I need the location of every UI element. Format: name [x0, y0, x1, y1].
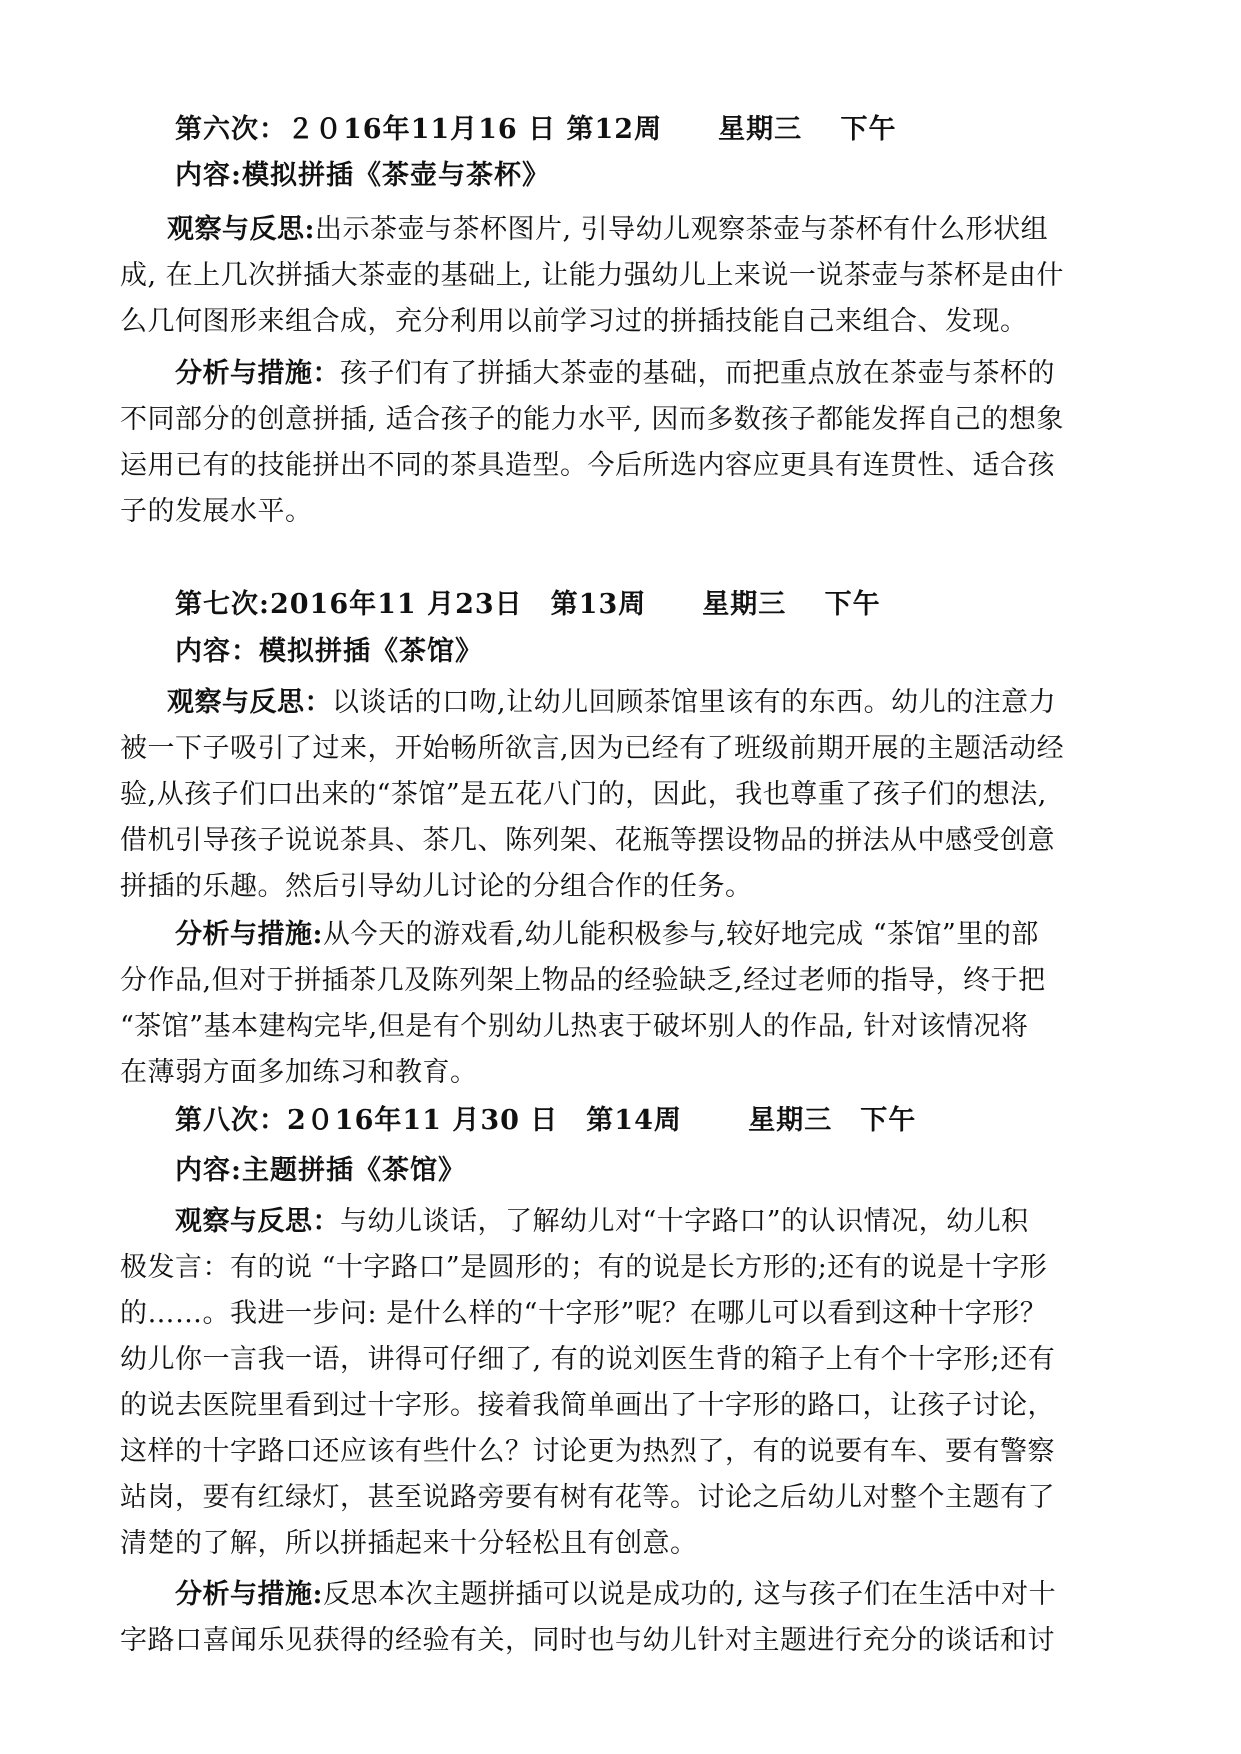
section8-observe-line-1: 与幼儿谈话，了解幼儿对“十字路口”的认识情况，幼儿积 — [340, 1206, 1029, 1237]
section6-title: 第六次：２０16年11月16 日 第12周 星期三 下午 — [175, 114, 897, 145]
section6-observe-line-2: 成, 在上几次拼插大茶壶的基础上, 让能力强幼儿上来说一说茶壶与茶杯是由什 — [120, 260, 1064, 291]
section7-content: 内容：模拟拼插《茶馆》 — [175, 636, 483, 667]
section7-observe-line-2: 被一下子吸引了过来，开始畅所欲言,因为已经有了班级前期开展的主题活动经 — [120, 733, 1065, 764]
section6-analysis-label: 分析与措施： — [175, 358, 340, 389]
section7-observe — [167, 685, 1056, 721]
section8-analysis-line-1: 反思本次主题拼插可以说是成功的, 这与孩子们在生活中对十 — [322, 1579, 1057, 1610]
section8-title: 第八次：2０16年11 月30 日 第14周 星期三 下午 — [175, 1105, 917, 1136]
section7-analysis-label: 分析与措施: — [175, 919, 323, 950]
section8-analysis — [175, 1577, 1056, 1613]
section8-observe-line-2: 极发言：有的说 “十字路口”是圆形的；有的说是长方形的;还有的说是十字形 — [120, 1252, 1048, 1283]
section7-observe-line-3: 验,从孩子们口出来的“茶馆”是五花八门的，因此，我也尊重了孩子们的想法, — [120, 779, 1047, 810]
section8-observe-line-4: 幼儿你一言我一语，讲得可仔细了, 有的说刘医生背的箱子上有个十字形;还有 — [120, 1344, 1056, 1375]
section6-observe-label: 观察与反思: — [167, 214, 315, 245]
section7-analysis-line-2: 分作品,但对于拼插茶几及陈列架上物品的经验缺乏,经过老师的指导，终于把 — [120, 965, 1046, 996]
section8-observe-label: 观察与反思： — [175, 1206, 340, 1237]
section6-analysis-line-3: 运用已有的技能拼出不同的茶具造型。今后所选内容应更具有连贯性、适合孩 — [120, 450, 1055, 481]
section7-observe-line-1: 以谈话的口吻,让幼儿回顾茶馆里该有的东西。幼儿的注意力 — [332, 687, 1057, 718]
section6-observe — [167, 212, 1048, 248]
section6-observe-line-3: 么几何图形来组合成，充分利用以前学习过的拼插技能自己来组合、发现。 — [120, 306, 1028, 337]
section7-observe-line-5: 拼插的乐趣。然后引导幼儿讨论的分组合作的任务。 — [120, 871, 753, 902]
section7-analysis — [175, 917, 1039, 953]
section6-content: 内容:模拟拼插《茶壶与茶杯》 — [175, 160, 550, 191]
section8-observe-line-3: 的……。我进一步问: 是什么样的“十字形”呢？在哪儿可以看到这种十字形？ — [120, 1298, 1048, 1329]
section7-title: 第七次:2016年11 月23日 第13周 星期三 下午 — [175, 589, 881, 620]
section8-observe-line-8: 清楚的了解，所以拼插起来十分轻松且有创意。 — [120, 1528, 698, 1559]
section8-observe-line-5: 的说去医院里看到过十字形。接着我简单画出了十字形的路口，让孩子讨论， — [120, 1390, 1055, 1421]
section8-observe-line-6: 这样的十字路口还应该有些什么？讨论更为热烈了，有的说要有车、要有警察 — [120, 1436, 1055, 1467]
section6-analysis-line-2: 不同部分的创意拼插, 适合孩子的能力水平, 因而多数孩子都能发挥自己的想象 — [120, 404, 1064, 435]
section8-analysis-label: 分析与措施: — [175, 1579, 323, 1610]
section7-analysis-line-1: 从今天的游戏看,幼儿能积极参与,较好地完成 “茶馆”里的部 — [322, 919, 1039, 950]
section6-analysis-line-1: 孩子们有了拼插大茶壶的基础，而把重点放在茶壶与茶杯的 — [340, 358, 1055, 389]
section8-observe-line-7: 站岗，要有红绿灯，甚至说路旁要有树有花等。讨论之后幼儿对整个主题有了 — [120, 1482, 1055, 1513]
section7-analysis-line-3: “茶馆”基本建构完毕,但是有个别幼儿热衷于破坏别人的作品, 针对该情况将 — [120, 1011, 1029, 1042]
section8-analysis-line-2: 字路口喜闻乐见获得的经验有关，同时也与幼儿针对主题进行充分的谈话和讨 — [120, 1625, 1055, 1656]
section8-content: 内容:主题拼插《茶馆》 — [175, 1155, 466, 1186]
section7-observe-line-4: 借机引导孩子说说茶具、茶几、陈列架、花瓶等摆设物品的拼法从中感受创意 — [120, 825, 1055, 856]
section6-analysis — [175, 356, 1055, 392]
section7-observe-label: 观察与反思： — [167, 687, 332, 718]
section6-analysis-line-4: 子的发展水平。 — [120, 496, 313, 527]
section8-observe — [175, 1204, 1029, 1240]
section6-observe-line-1: 出示茶壶与茶杯图片, 引导幼儿观察茶壶与茶杯有什么形状组 — [314, 214, 1049, 245]
section7-analysis-line-4: 在薄弱方面多加练习和教育。 — [120, 1057, 478, 1088]
